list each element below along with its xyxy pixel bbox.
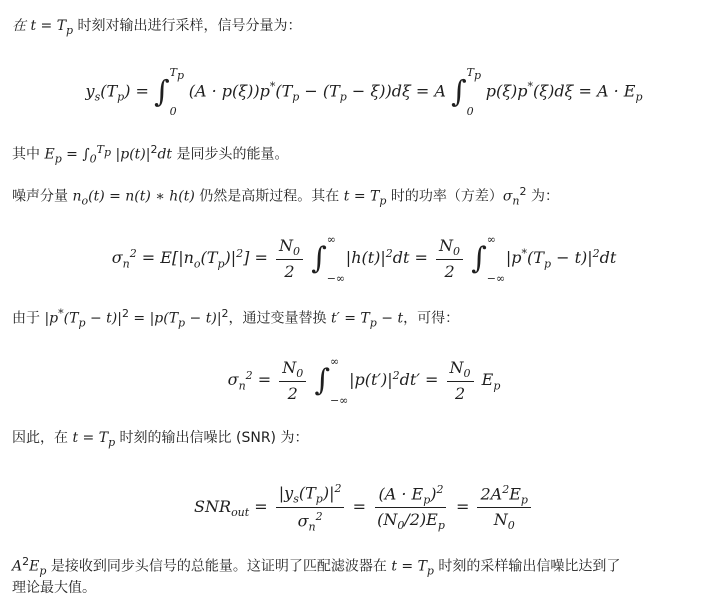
- snr-intro: 因此，在 $t = T_p$ 时刻的输出信噪比 (SNR) 为：: [12, 430, 309, 449]
- conclusion-line-1: $A^2E_p$ 是接收到同步头信号的总能量。这证明了匹配滤波器在 $t = T_p$ 时刻的采样输出信噪比达到了: [12, 555, 621, 578]
- substitution-sentence: 由于 $|p^*(T_p - t)|^2 = |p(T_p - t)|^2$，通过变量替换 $t' = T_p - t$，可得：: [12, 307, 460, 330]
- snr-equation: $SNR_{out}$ = $\frac{|y_s(T_p)|^2}{\sigma_n^2}$ = $\frac{(A \cdot E_p)^2}{(N_0/2)E_p}$ = $\frac{2A^2E_p}{N_0}$: [0, 482, 728, 533]
- variance-result-equation: $\sigma_n^2$ = $\frac{N_0}{2}$ ∫ ∞ −∞ $|p(t')|^2dt'$ = $\frac{N_0}{2}$ $E_p$: [227, 354, 501, 407]
- energy-definition: 其中 $E_p = \int_0^{T_p}$ $|p(t)|^2dt$ 是同步头的能量。: [12, 143, 289, 166]
- noise-variance-equation: $\sigma_n^2 = E[|n_o(T_p)|^2]$ = $\frac{N_0}{2}$ ∫ ∞ −∞ $|h(t)|^2dt$ = $\frac{N_0}{2}$ ∫ ∞ −∞ $|p^*(T_p - t)|^2dt$: [111, 232, 617, 285]
- noise-sentence: 噪声分量 $n_o(t) = n(t)$ ∗ h(t) 仍然是高斯过程。其在 $t = T_p$ 时的功率（方差）$\sigma_n^2$ 为：: [12, 185, 559, 208]
- intro-sentence: 在 $t = T_p$ 时刻对输出进行采样，信号分量为：: [12, 18, 302, 37]
- signal-equation: $y_s(T_p)$ = ∫ $T_p$ 0 $(A \cdot p(\xi))p^*(T_p - (T_p - \xi))d\xi = A$ ∫ $T_p$ 0 $p(\xi)p^*(\xi)d\xi = A \cdot E_p$: [85, 66, 643, 118]
- conclusion-line-2: 理论最大值。: [12, 580, 96, 596]
